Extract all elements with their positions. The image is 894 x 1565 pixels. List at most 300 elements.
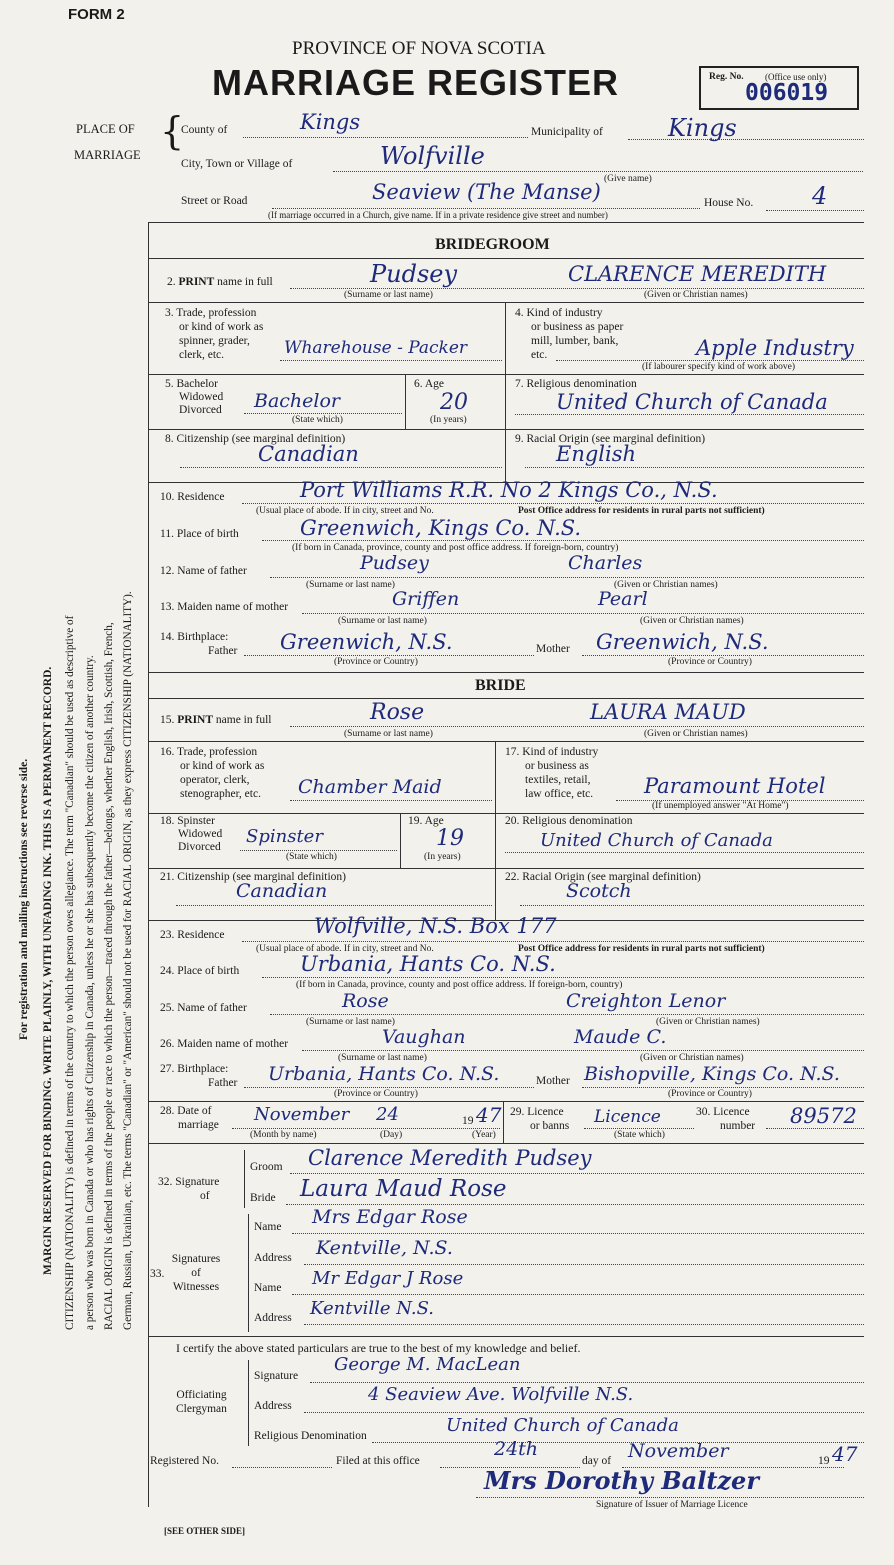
licence-number: 89572 [790, 1104, 857, 1128]
bride-given-hint: (Given or Christian names) [644, 729, 748, 739]
groom-mother-given-hint: (Given or Christian names) [640, 616, 744, 626]
item-33-line-b: of [191, 1267, 201, 1279]
item-4-line-c: mill, lumber, bank, [531, 335, 619, 347]
item-14-line-a: Birthplace: [177, 631, 229, 643]
item-10-label [160, 491, 225, 503]
item-33-num: 33. [150, 1268, 165, 1280]
bride-residence: Wolfville, N.S. Box 177 [314, 914, 557, 938]
row-line [148, 302, 864, 303]
item-11-text: Place of birth [176, 528, 239, 540]
filed-year: 47 [832, 1442, 858, 1466]
item-23-label [160, 929, 225, 941]
item-10-num: 10. [160, 491, 175, 503]
item-27-line-a: Birthplace: [177, 1063, 229, 1075]
officiating-line-a: Officiating [176, 1389, 227, 1401]
item-3-line-d: clerk, etc. [179, 349, 225, 361]
groom-birthplace: Greenwich, Kings Co. N.S. [300, 516, 582, 540]
witness2-name-line [292, 1294, 864, 1295]
item-15-num: 15. [160, 714, 175, 726]
item-22-text: Racial Origin (see marginal definition) [522, 871, 701, 883]
item-29-num: 29. [510, 1106, 525, 1118]
col-divider [400, 813, 401, 868]
item-5-line-b: Widowed [179, 391, 224, 403]
item-30-line-a: Licence [713, 1106, 750, 1118]
bride-mother-birth-label: Mother [536, 1075, 570, 1087]
item-7-text: Religious denomination [526, 378, 637, 390]
row-line [148, 1143, 864, 1144]
item-24-text: Place of birth [177, 965, 240, 977]
item-32-line-b: of [200, 1190, 210, 1202]
item-6-text: Age [424, 378, 445, 390]
street-note: (If marriage occurred in a Church, give name. If in a private residence give street and number) [268, 210, 608, 220]
groom-religion: United Church of Canada [556, 390, 828, 414]
witness1-name-line [292, 1233, 864, 1234]
month-hint: (Month by name) [250, 1130, 317, 1140]
item-12-label [160, 565, 247, 577]
bride-mother-given: Maude C. [574, 1026, 667, 1048]
item-24-label [160, 965, 239, 977]
item-16-num: 16. [160, 746, 175, 758]
groom-industry-hint: (If labourer specify kind of work above) [642, 362, 795, 372]
bride-citizenship: Canadian [236, 880, 328, 902]
item-5-line-a: Bachelor [176, 378, 219, 390]
bride-father-given: Creighton Lenor [566, 990, 726, 1012]
county-value: Kings [300, 110, 361, 134]
item-16-label [160, 745, 264, 801]
filed-month: November [628, 1440, 729, 1462]
bride-father-line [270, 1014, 864, 1015]
witness2-address-line [304, 1324, 864, 1325]
licence-type-hint: (State which) [614, 1130, 665, 1140]
item-27-num: 27. [160, 1063, 175, 1075]
certification-text: I certify the above stated particulars are true to the best of my knowledge and belief. [176, 1341, 581, 1355]
witness2-name-label: Name [254, 1282, 282, 1294]
groom-name-line [290, 288, 864, 289]
groom-residence-line [242, 503, 864, 504]
bride-heading-line [148, 698, 864, 699]
item-26-text: Maiden name of mother [177, 1038, 289, 1050]
item-25-text: Name of father [177, 1002, 247, 1014]
marriage-year: 47 [476, 1103, 502, 1127]
col-divider [495, 868, 496, 920]
item-8-num: 8. [165, 433, 174, 445]
place-brace: { [160, 109, 185, 153]
marriage-label: MARRIAGE [74, 148, 141, 162]
bride-residence-line [242, 941, 864, 942]
col-divider [505, 429, 506, 482]
bride-father-surname-hint: (Surname or last name) [306, 1017, 395, 1027]
groom-mother-surname-hint: (Surname or last name) [338, 616, 427, 626]
item-4-num: 4. [515, 307, 524, 319]
item-13-num: 13. [160, 601, 175, 613]
row-line [148, 1101, 864, 1102]
bride-racial-origin: Scotch [566, 880, 632, 902]
filed-year-prefix: 19 [818, 1455, 830, 1467]
groom-industry: Apple Industry [696, 336, 854, 360]
item-30-label [696, 1105, 755, 1133]
house-value: 4 [812, 182, 828, 210]
bride-religion: United Church of Canada [540, 830, 773, 851]
margin-citizenship-def-2: a person who was born in Canada or who has rights of Citizenship in Canada, unless he or she has subsequently become the citizen of another country. [84, 655, 96, 1330]
item-20-label [505, 815, 632, 827]
item-4-line-b: or business as paper [531, 321, 624, 333]
reg-number-box [699, 66, 859, 110]
witness2-address: Kentville N.S. [310, 1298, 434, 1319]
bride-trade-line [290, 800, 492, 801]
groom-trade: Wharehouse - Packer [284, 338, 468, 358]
groom-racial-origin: English [556, 442, 637, 466]
groom-father-birth-line [244, 655, 534, 656]
groom-birthplace-line [262, 540, 864, 541]
bride-heading: BRIDE [475, 677, 526, 694]
bride-religion-line [505, 852, 864, 853]
col-divider [505, 302, 506, 374]
item-5-label [165, 378, 223, 417]
see-other-side: [SEE OTHER SIDE] [164, 1526, 246, 1536]
col-divider [495, 741, 496, 813]
bride-father-surname: Rose [342, 990, 389, 1012]
item-13-label [160, 601, 288, 613]
sig-bracket [244, 1150, 245, 1208]
bride-print-label: PRINT [177, 714, 214, 726]
groom-name-label-rest: name in full [217, 276, 273, 288]
groom-surname-hint: (Surname or last name) [344, 290, 433, 300]
registered-no-line [232, 1467, 332, 1468]
groom-given-names: CLARENCE MEREDITH [568, 262, 827, 286]
bride-name-label [160, 714, 271, 726]
item-18-line-b: Widowed [178, 828, 223, 840]
groom-name-label [167, 276, 273, 288]
item-17-line-c: textiles, retail, [525, 774, 591, 786]
item-2-num: 2. [167, 276, 176, 288]
clergy-denomination: United Church of Canada [446, 1415, 679, 1436]
col-divider [495, 813, 496, 868]
registered-no-label: Registered No. [150, 1455, 219, 1467]
item-30-num: 30. [696, 1106, 711, 1118]
groom-father-line [270, 577, 864, 578]
groom-father-given: Charles [568, 552, 643, 574]
bride-mother-prov-hint: (Province or Country) [668, 1089, 752, 1099]
item-29-label [510, 1105, 569, 1133]
item-7-label [515, 378, 637, 390]
groom-heading-line [148, 258, 864, 259]
item-25-label [160, 1002, 247, 1014]
row-line [148, 868, 864, 869]
item-5-num: 5. [165, 378, 174, 390]
item-14-line-b: Father [208, 645, 238, 657]
municipality-value: Kings [668, 114, 737, 142]
city-line [333, 171, 863, 172]
bride-birthplace-line [262, 977, 864, 978]
item-22-num: 22. [505, 871, 520, 883]
item-13-text: Maiden name of mother [177, 601, 289, 613]
item-19-text: Age [424, 815, 444, 827]
licence-type-line [584, 1128, 694, 1129]
groom-age-hint: (In years) [430, 415, 467, 425]
item-33-line-c: Witnesses [172, 1281, 220, 1293]
day-hint: (Day) [380, 1130, 403, 1140]
bride-status-hint: (State which) [286, 852, 337, 862]
item-17-line-b: or business as [525, 760, 589, 772]
groom-residence-hint-2: Post Office address for residents in rural parts not sufficient) [518, 506, 765, 516]
item-7-num: 7. [515, 378, 524, 390]
witness1-address: Kentville, N.S. [316, 1237, 453, 1259]
officiating-line-b: Clergyman [176, 1403, 227, 1415]
groom-birthplace-hint: (If born in Canada, province, county and post office address. If foreign-born, country) [292, 543, 619, 553]
item-3-line-a: Trade, profession [176, 307, 257, 319]
province-title: PROVINCE OF NOVA SCOTIA [292, 38, 546, 59]
bride-name-label-rest: name in full [215, 714, 272, 726]
city-label: City, Town or Village of [181, 158, 293, 170]
page-title: MARRIAGE REGISTER [212, 62, 620, 103]
marriage-date-line [232, 1128, 500, 1129]
witness-bracket [248, 1214, 249, 1332]
item-3-line-c: spinner, grader, [179, 335, 250, 347]
groom-mother-surname: Griffen [392, 588, 460, 610]
item-21-num: 21. [160, 871, 175, 883]
row-line [148, 1336, 864, 1337]
groom-print-label: PRINT [178, 276, 215, 288]
item-11-label [160, 528, 239, 540]
item-4-line-d: etc. [531, 349, 548, 361]
bride-father-prov-hint: (Province or Country) [334, 1089, 418, 1099]
licence-number-line [766, 1128, 864, 1129]
col-divider [505, 374, 506, 429]
clergy-address-line [304, 1412, 864, 1413]
reg-number-note: (Office use only) [765, 72, 827, 82]
item-32-line-a: Signature [175, 1176, 220, 1188]
clergy-denomination-line [372, 1442, 864, 1443]
bride-mother-birth-line [582, 1087, 864, 1088]
give-name-hint: (Give name) [604, 174, 652, 184]
item-20-text: Religious denomination [522, 815, 633, 827]
section-line [148, 672, 864, 673]
item-8-text: Citizenship (see marginal definition) [176, 433, 346, 445]
item-23-text: Residence [177, 929, 225, 941]
margin-binding-notice: MARGIN RESERVED FOR BINDING. WRITE PLAINLY, WITH UNFADING INK. THIS IS A PERMANENT RECORD. [42, 666, 54, 1275]
item-29-line-a: Licence [527, 1106, 564, 1118]
marriage-year-prefix: 19 [462, 1115, 474, 1127]
year-hint: (Year) [472, 1130, 496, 1140]
bride-citizenship-line [176, 905, 492, 906]
clergy-sig-line [310, 1382, 864, 1383]
form-left-border [148, 222, 149, 1507]
marriage-day: 24 [376, 1104, 399, 1125]
item-10-text: Residence [177, 491, 225, 503]
item-28-line-a: Date of [177, 1105, 212, 1117]
bride-father-given-hint: (Given or Christian names) [656, 1017, 760, 1027]
item-19-num: 19. [408, 815, 423, 827]
clergy-bracket [248, 1360, 249, 1446]
groom-industry-line [556, 360, 864, 361]
bride-birthplace: Urbania, Hants Co. N.S. [300, 952, 556, 976]
street-line [272, 208, 700, 209]
groom-surname: Pudsey [370, 260, 458, 288]
street-value: Seaview (The Manse) [372, 180, 601, 204]
witness1-name-label: Name [254, 1221, 282, 1233]
groom-citizenship: Canadian [258, 442, 359, 466]
item-9-text: Racial Origin (see marginal definition) [526, 433, 706, 445]
item-27-line-b: Father [208, 1077, 238, 1089]
item-32-num: 32. [158, 1176, 173, 1188]
day-of-label: day of [582, 1455, 612, 1467]
row-line [148, 813, 864, 814]
groom-trade-line [280, 360, 502, 361]
item-12-text: Name of father [177, 565, 247, 577]
col-divider [503, 1101, 504, 1143]
item-29-line-b: or banns [530, 1120, 570, 1132]
margin-citizenship-def-1: CITIZENSHIP (NATIONALITY) is defined in terms of the country to which the person owes allegiance. The term "Canadian" should be used as descriptive of [64, 615, 76, 1330]
item-6-num: 6. [414, 378, 423, 390]
groom-sig-line [290, 1173, 864, 1174]
reg-number-label: Reg. No. [709, 72, 744, 82]
bride-age-hint: (In years) [424, 852, 461, 862]
item-4-line-a: Kind of industry [526, 307, 603, 319]
witness1-address-line [304, 1264, 864, 1265]
item-16-line-c: operator, clerk, [180, 774, 250, 786]
item-6-label [414, 378, 444, 390]
groom-age: 20 [440, 390, 468, 415]
witness2-name: Mr Edgar J Rose [312, 1268, 464, 1289]
bride-industry: Paramount Hotel [644, 774, 826, 798]
house-label: House No. [704, 197, 754, 209]
row-line [148, 429, 864, 430]
item-17-line-a: Kind of industry [522, 746, 599, 758]
item-23-num: 23. [160, 929, 175, 941]
bride-surname: Rose [370, 700, 425, 725]
groom-signature: Clarence Meredith Pudsey [308, 1146, 592, 1170]
place-of-label: PLACE OF [76, 122, 135, 136]
reg-number-value: 006019 [745, 80, 829, 106]
groom-status: Bachelor [254, 390, 341, 412]
item-30-line-b: number [720, 1120, 756, 1132]
form-top-border [148, 222, 864, 223]
bride-sig-line [286, 1204, 864, 1205]
item-26-label [160, 1038, 288, 1050]
item-17-num: 17. [505, 746, 520, 758]
item-28-line-b: marriage [178, 1119, 219, 1131]
bride-racial-line [520, 905, 864, 906]
margin-racial-def-1: RACIAL ORIGIN is defined in terms of the people or race to which the person—traced through the father—belongs, whether English, Irish, Scottish, French, [103, 622, 115, 1330]
bride-surname-hint: (Surname or last name) [344, 729, 433, 739]
groom-father-birthplace: Greenwich, N.S. [280, 630, 453, 654]
groom-mother-given: Pearl [598, 588, 648, 610]
groom-residence-hint-1: (Usual place of abode. If in city, street and No. [256, 506, 434, 516]
filed-label: Filed at this office [336, 1455, 420, 1467]
groom-mother-birth-line [582, 655, 864, 656]
item-18-label [160, 815, 222, 854]
groom-mother-birth-label: Mother [536, 643, 570, 655]
groom-citizenship-line [180, 467, 502, 468]
margin-racial-def-2: German, Russian, Ukrainian, etc. The terms "Canadian" or "American" should not be used for RACIAL ORIGIN, as they express CITIZENSHIP (NATIONALITY). [122, 591, 134, 1330]
groom-mother-line [302, 613, 864, 614]
item-14-label [160, 630, 237, 658]
form-number: FORM 2 [68, 6, 125, 23]
clergy-address-label: Address [254, 1400, 292, 1412]
item-16-line-d: stenographer, etc. [180, 788, 261, 800]
issuer-signature: Mrs Dorothy Baltzer [484, 1466, 759, 1495]
bride-industry-hint: (If unemployed answer "At Home") [652, 801, 789, 811]
groom-father-surname: Pudsey [360, 552, 429, 574]
groom-sig-label: Groom [250, 1161, 283, 1173]
bride-mother-given-hint: (Given or Christian names) [640, 1053, 744, 1063]
item-27-label [160, 1062, 237, 1090]
clergy-sig-label: Signature [254, 1370, 299, 1382]
municipality-line [628, 139, 864, 140]
groom-residence: Port Williams R.R. No 2 Kings Co., N.S. [300, 478, 718, 502]
groom-father-prov-hint: (Province or Country) [334, 657, 418, 667]
groom-mother-birthplace: Greenwich, N.S. [596, 630, 769, 654]
groom-mother-prov-hint: (Province or Country) [668, 657, 752, 667]
officiating-label [176, 1388, 227, 1416]
house-line [766, 210, 864, 211]
municipality-label: Municipality of [531, 126, 603, 138]
margin-instructions: For registration and mailing instructions see reverse side. [18, 758, 30, 1040]
item-14-num: 14. [160, 631, 175, 643]
groom-given-hint: (Given or Christian names) [644, 290, 748, 300]
item-25-num: 25. [160, 1002, 175, 1014]
marriage-month: November [254, 1104, 350, 1125]
county-line [243, 137, 528, 138]
bride-birthplace-hint: (If born in Canada, province, county and post office address. If foreign-born, country) [296, 980, 623, 990]
item-18-line-c: Divorced [178, 841, 221, 853]
item-11-num: 11. [160, 528, 174, 540]
clergy-signature: George M. MacLean [334, 1354, 521, 1375]
bride-age: 19 [436, 826, 464, 851]
bride-sig-label: Bride [250, 1192, 276, 1204]
bride-mother-surname-hint: (Surname or last name) [338, 1053, 427, 1063]
item-4-label [515, 306, 623, 362]
bride-mother-line [302, 1050, 864, 1051]
witness2-address-label: Address [254, 1312, 292, 1324]
bride-residence-hint-2: Post Office address for residents in rural parts not sufficient) [518, 944, 765, 954]
item-16-line-b: or kind of work as [180, 760, 265, 772]
row-line [148, 741, 864, 742]
issuer-sig-label: Signature of Issuer of Marriage Licence [596, 1500, 748, 1510]
item-21-text: Citizenship (see marginal definition) [177, 871, 346, 883]
item-3-label [165, 306, 263, 362]
city-value: Wolfville [380, 142, 485, 170]
county-label: County of [181, 124, 228, 136]
item-3-num: 3. [165, 307, 174, 319]
groom-heading: BRIDEGROOM [435, 236, 550, 253]
item-18-line-a: Spinster [177, 815, 215, 827]
bride-father-birthplace: Urbania, Hants Co. N.S. [268, 1063, 500, 1085]
groom-status-hint: (State which) [292, 415, 343, 425]
bride-trade: Chamber Maid [298, 776, 442, 798]
item-24-num: 24. [160, 965, 175, 977]
col-divider [405, 374, 406, 429]
bride-signature: Laura Maud Rose [300, 1176, 507, 1202]
item-3-line-b: or kind of work as [179, 321, 264, 333]
bride-mother-birthplace: Bishopville, Kings Co. N.S. [584, 1063, 840, 1085]
item-17-label [505, 745, 598, 801]
bride-given-names: LAURA MAUD [590, 700, 746, 724]
bride-status: Spinster [246, 826, 323, 847]
bride-residence-hint-1: (Usual place of abode. If in city, street and No. [256, 944, 434, 954]
groom-status-line [244, 413, 402, 414]
item-32-label [158, 1175, 219, 1203]
item-26-num: 26. [160, 1038, 175, 1050]
item-28-label [160, 1104, 219, 1132]
issuer-sig-line [476, 1497, 864, 1498]
item-28-num: 28. [160, 1105, 175, 1117]
item-17-line-d: law office, etc. [525, 788, 594, 800]
groom-racial-line [525, 467, 864, 468]
groom-religion-line [515, 414, 864, 415]
bride-mother-surname: Vaughan [382, 1026, 466, 1048]
clergy-denomination-label: Religious Denomination [254, 1430, 367, 1442]
